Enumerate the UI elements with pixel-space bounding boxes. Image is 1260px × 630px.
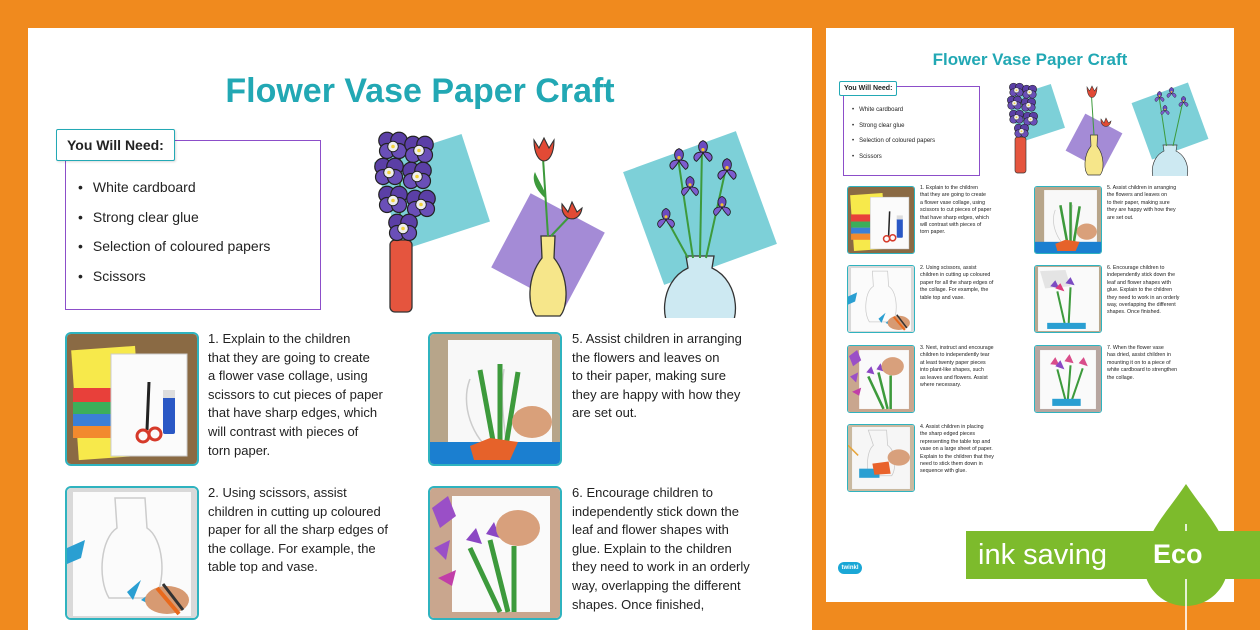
step-3-text-small: 3. Next, instruct and encourage children to independently tear at least twenty paper pieces into plant-like shapes, such as leaves and flowers. Assist where necessary. xyxy=(920,345,994,389)
material-item: • Strong clear glue xyxy=(78,209,270,239)
ink-saving-badge xyxy=(966,484,1260,630)
you-will-need-label: You Will Need: xyxy=(56,129,175,161)
step-2-photo-small xyxy=(847,265,915,333)
step-6-text-small: 6. Encourage children to independently stick down the leaf and flower shapes with glue. Explain to the children they need to work in an orderly way, overlapping the different shapes. Once finished. xyxy=(1107,265,1180,316)
step-5-text-small: 5. Assist children in arranging the flowers and leaves on to their paper, making sure they are happy with how they are set out. xyxy=(1107,185,1177,221)
step-6-photo xyxy=(428,486,562,620)
step-5-photo-small xyxy=(1034,186,1102,254)
step-6-text: 6. Encourage children to independently stick down the leaf and flower shapes with glue. Explain to the children they need to work in an orderly way, overlapping the different shapes. Once finished, xyxy=(572,485,750,612)
vase-illustrations-small xyxy=(994,76,1214,176)
step-3-photo-small xyxy=(847,345,915,413)
material-item: • Strong clear glue xyxy=(852,123,935,139)
materials-list-small xyxy=(852,107,935,169)
step-4-text-small: 4. Assist children in placing the sharp edged pieces representing the table top and vase on a large sheet of paper. Explain to the children that they need to stick them down in sequence with glue. xyxy=(920,424,994,475)
step-1-photo-small xyxy=(847,186,915,254)
step-4-photo-small xyxy=(847,424,915,492)
step-1-photo xyxy=(65,332,199,466)
material-item: • Selection of coloured papers xyxy=(852,138,935,154)
step-1-text-small: 1. Explain to the children that they are going to create a flower vase collage, using scissors to cut pieces of paper that have sharp edges, which will contrast with pieces of torn paper. xyxy=(920,185,992,236)
eco-label: Eco xyxy=(1153,539,1203,569)
material-item: • White cardboard xyxy=(852,107,935,123)
worksheet-page-1 xyxy=(28,28,812,630)
twinkl-logo: twinkl xyxy=(838,562,862,574)
step-6-photo-small xyxy=(1034,265,1102,333)
ink-saving-label: ink saving xyxy=(978,539,1107,571)
bud-vase-tulips xyxy=(491,138,605,316)
materials-list xyxy=(78,179,270,297)
step-1-text: 1. Explain to the children that they are going to create a flower vase collage, using scissors to cut pieces of paper that have sharp edges, which will contrast with pieces of torn paper. xyxy=(208,331,383,458)
material-item: • White cardboard xyxy=(78,179,270,209)
material-item: • Scissors xyxy=(852,154,935,170)
material-item: • Scissors xyxy=(78,268,270,298)
material-item: • Selection of coloured papers xyxy=(78,238,270,268)
round-vase-irises xyxy=(623,131,777,318)
page-title-small: Flower Vase Paper Craft xyxy=(932,50,1128,69)
step-2-text-small: 2. Using scissors, assist children in cutting up coloured paper for all the sharp edges of the collage. For example, the table top and vase. xyxy=(920,265,994,301)
page-title: Flower Vase Paper Craft xyxy=(225,72,615,110)
you-will-need-box-small xyxy=(843,86,980,176)
step-7-photo-small xyxy=(1034,345,1102,413)
step-5-text: 5. Assist children in arranging the flowers and leaves on to their paper, making sure they are happy with how they are set out. xyxy=(572,331,742,421)
step-5-photo xyxy=(428,332,562,466)
step-7-text-small: 7. When the flower vase has dried, assist children in mounting it on to a piece of white cardboard to strengthen the collage. xyxy=(1107,345,1178,381)
step-2-photo xyxy=(65,486,199,620)
you-will-need-label-small: You Will Need: xyxy=(839,81,897,96)
tall-vase-pansies xyxy=(374,132,490,312)
step-2-text: 2. Using scissors, assist children in cutting up coloured paper for all the sharp edges of the collage. For example, the table top and vase. xyxy=(208,485,388,575)
vase-illustrations xyxy=(348,118,788,318)
you-will-need-box xyxy=(65,137,321,310)
